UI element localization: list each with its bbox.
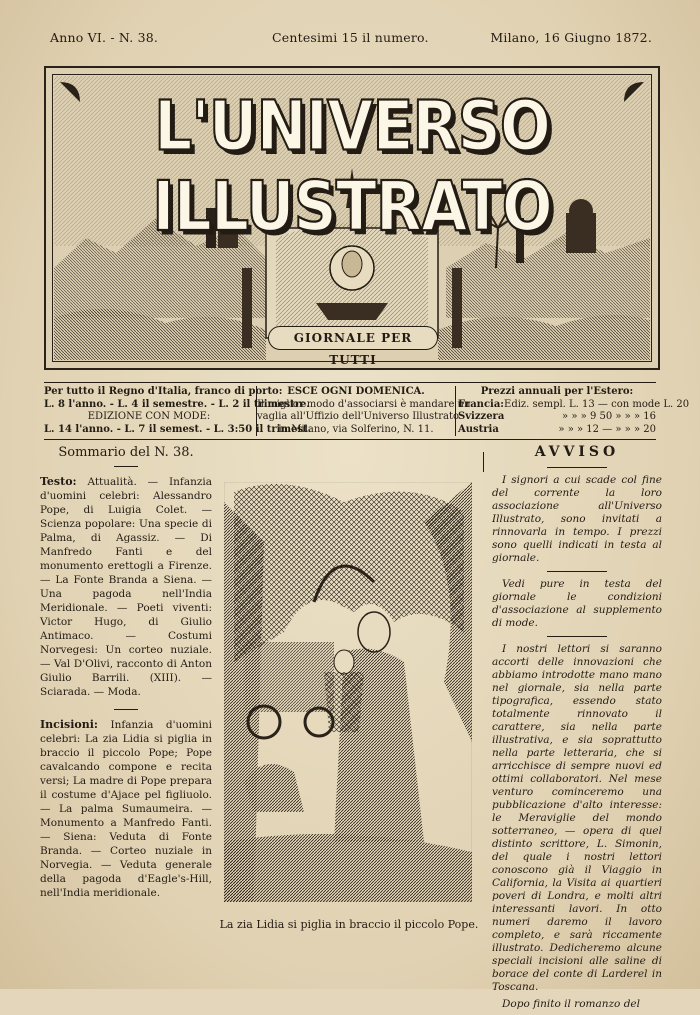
foreign-row: [458, 424, 656, 437]
divider: [114, 466, 138, 467]
foreign-country: Svizzera: [458, 411, 505, 422]
text-contents: Attualità. — Infanzia d'uomini celebri: Alessandro Pope, di Luigia Colet. — Scienza popolare: Una specie di Palma, di Agassiz. — Di Manfredo Fanti e del monumento erettogli a Firenze. — La Fonte Branda a Siena. — Una pagoda nell'India Meridionale. — Poeti viventi: Victor Hugo, di Giulio Antimaco. — Costumi Norvegesi: Un corteo nuziale. — Val D'Olivi, racconto di Anton Giulio Barrili. (XIII). — Sciarada. — Moda.: [40, 476, 212, 698]
publication-info: [256, 386, 471, 436]
issue-price: Centesimi 15 il numero.: [272, 30, 429, 45]
divider: [547, 636, 607, 637]
domestic-prices: [44, 386, 312, 436]
divider: [114, 709, 138, 710]
summary-heading: Sommario del N. 38.: [58, 445, 194, 460]
notice-paragraph: Dopo finito il romanzo del: [502, 998, 640, 1010]
newspaper-motto: GIORNALE PER TUTTI: [268, 326, 438, 350]
summary-engravings: [40, 718, 212, 900]
domestic-line-3: EDIZIONE CON MODE:: [87, 411, 211, 422]
illustration-caption: La zia Lidia si piglia in braccio il piccolo Pope.: [219, 918, 479, 931]
summary-text: [40, 475, 212, 699]
engraving-illustration-icon: [224, 482, 472, 902]
divider: [547, 467, 607, 468]
masthead: [44, 66, 660, 370]
notice-paragraph: Vedi pure in testa del giornale le condizioni d'associazione al supplemento di mode.: [492, 578, 662, 629]
publication-line-4: in Milano, via Solferino, N. 11.: [278, 423, 434, 435]
summary-column: [40, 446, 212, 900]
foreign-detail: Ediz. sempl. L. 13 — con mode L. 20: [504, 398, 690, 410]
publication-line-2: Il miglior modo d'associarsi è mandare un: [257, 398, 471, 410]
notice-paragraph: I signori a cui scade col fine del corrente la loro associazione all'Universo Illustrato, sono invitati a rinnovarla in tempo. I prezzi sono quelli indicati in testa al giornale.: [492, 474, 662, 564]
place-date: Milano, 16 Giugno 1872.: [490, 30, 652, 45]
foreign-country: Austria: [458, 423, 499, 435]
foreign-detail: » » » 9 50 » » » 16: [562, 411, 656, 422]
subscription-info: [44, 382, 690, 440]
foreign-row: [458, 411, 656, 424]
publication-line-3: vaglia all'Uffizio dell'Universo Illustrato: [257, 411, 459, 422]
foreign-country: Francia:: [458, 398, 505, 410]
publication-line-1: ESCE OGNI DOMENICA.: [287, 386, 425, 397]
foreign-detail: » » » 12 — » » » 20: [558, 423, 656, 435]
notice-heading: AVVISO: [534, 444, 620, 460]
column-divider: [483, 452, 484, 472]
divider: [547, 571, 607, 572]
domestic-line-2: L. 8 l'anno. - L. 4 il semestre. - L. 2 il trimestre.: [44, 398, 310, 410]
notice-paragraph: I nostri lettori si saranno accorti delle innovazioni che abbiamo introdotte mano mano nel giornale, sia nella parte tipografica, essendo stato totalmente rinnovato il carattere, sia nella parte illustrativa, e sia soprattutto nella parte letteraria, che si arricchisce di sempre nuovi ed ottimi collaboratori. Nel mese venturo cominceremo una pubblicazione d'alto interesse: le Meraviglie del mondo sotterraneo, — opera di quel distinto scrittore, L. Simonin, del quale i nostri lettori conoscono già il Viaggio in California, la Visita ai quartieri poveri di Londra, e molti altri interessanti lavori. In otto numeri daremo il lavoro completo, e sarà riccamente illustrato. Dedicheremo alcune speciali incisioni alle saline di borace del conte di Larderel in Toscana.: [492, 643, 662, 993]
foreign-heading: Prezzi annuali per l'Estero:: [480, 386, 634, 397]
newspaper-title: L'UNIVERSO ILLUSTRATO: [152, 86, 552, 247]
issue-number: Anno VI. - N. 38.: [50, 30, 159, 45]
engravings-contents: Infanzia d'uomini celebri: La zia Lidia si piglia in braccio il piccolo Pope; Pope cavalcando compone e recita versi; La madre di Pope prepara il costume d'Ajace pel figliuolo. — La palma Sumaumeira. — Monumento a Manfredo Fanti. — Siena: Veduta di Fonte Branda. — Corteo nuziale in Norvegia. — Veduta generale della pagoda d'Eagle's-Hill, nell'India meridionale.: [40, 719, 212, 899]
text-label: Testo:: [40, 475, 77, 488]
notice-column: [492, 446, 662, 1015]
domestic-line-1: Per tutto il Regno d'Italia, franco di porto:: [44, 386, 283, 397]
foreign-row: [458, 398, 690, 412]
foreign-prices: [458, 386, 690, 436]
engravings-label: Incisioni:: [40, 718, 98, 731]
domestic-line-4: L. 14 l'anno. - L. 7 il semest. - L. 3:50 il trimest.: [44, 423, 312, 435]
